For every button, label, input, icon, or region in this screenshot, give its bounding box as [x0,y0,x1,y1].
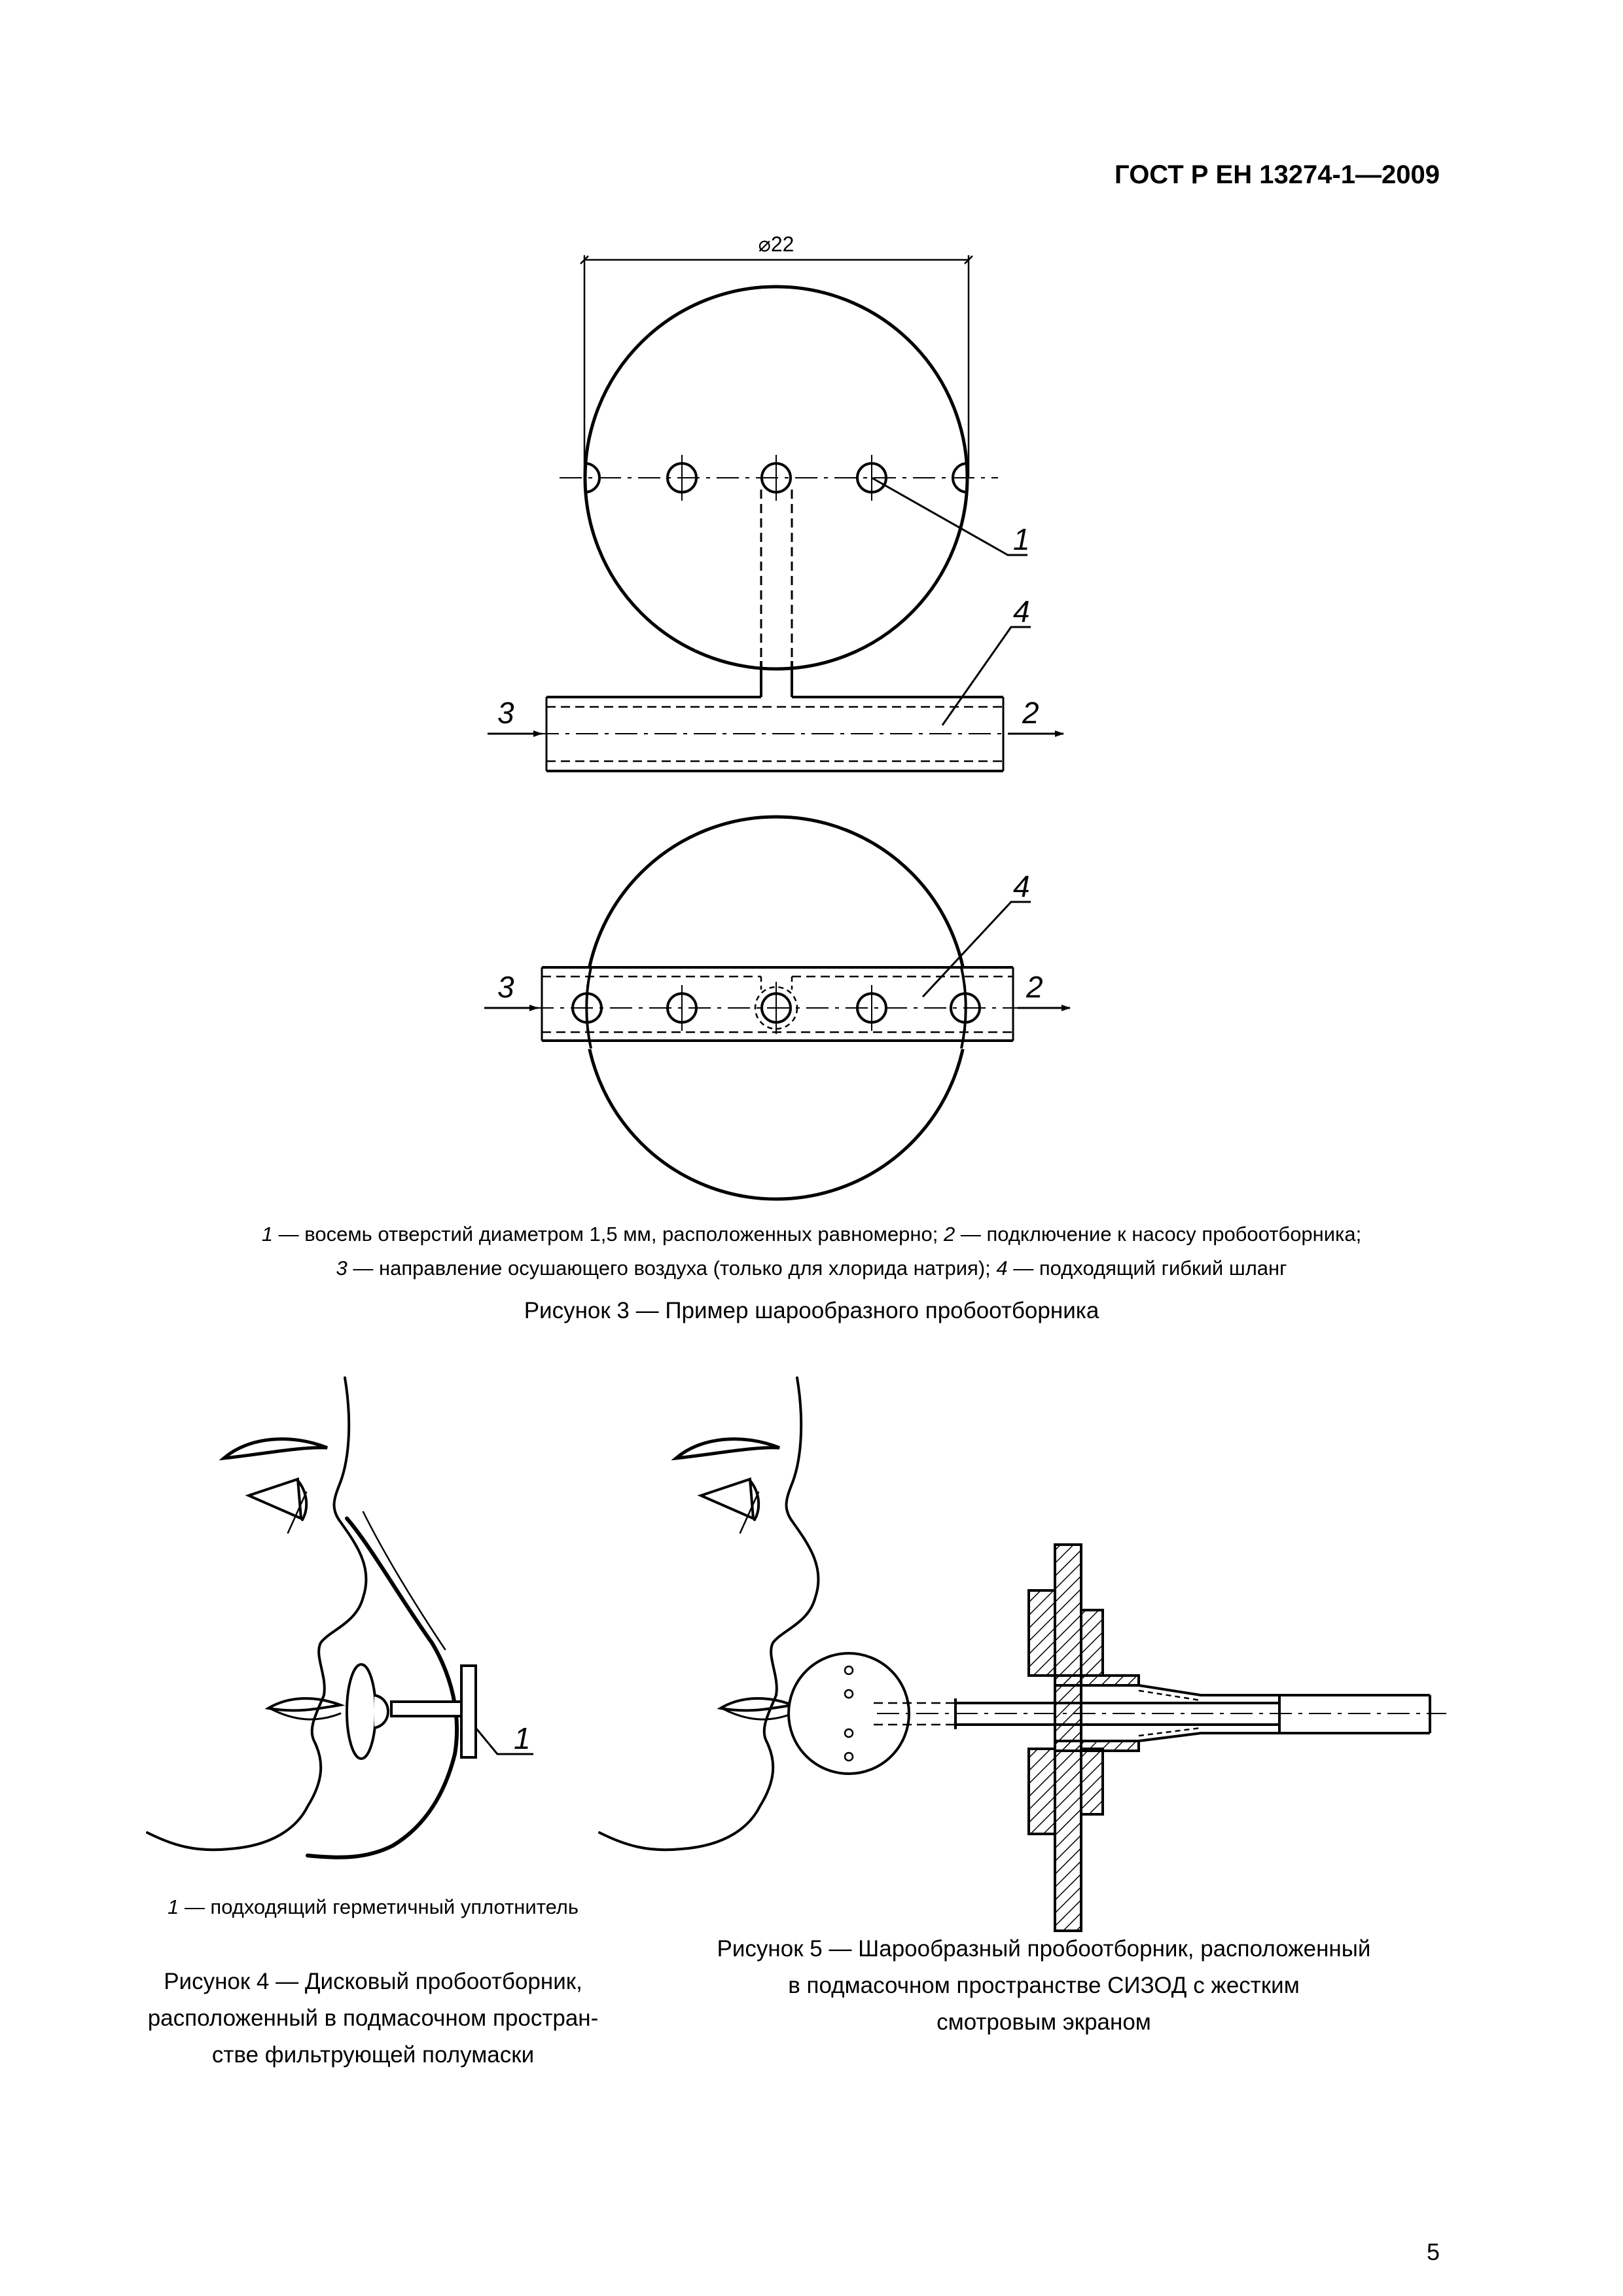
label-2-bottom: 2 [1026,970,1043,1004]
legend-text: — подходящий гибкий шланг [1007,1257,1287,1280]
legend-key: 4 [996,1257,1008,1280]
figure-4-caption [111,1964,635,2073]
caption-line: Рисунок 5 — Шарообразный пробоотборник, расположенный [717,1936,1371,1962]
standard-header: ГОСТ Р ЕН 13274-1—2009 [1115,160,1440,189]
caption-line: расположенный в подмасочном простран- [147,2005,599,2031]
figure-4-legend [118,1890,628,1924]
caption-line: Рисунок 4 — Дисковый пробоотборник, [164,1969,582,1994]
legend-text: — подходящий герметичный уплотнитель [179,1895,579,1918]
rigid-visor [1029,1545,1139,1931]
label-fig4-1: 1 [514,1721,531,1755]
legend-key: 3 [336,1257,348,1280]
figure-5-caption [668,1931,1420,2041]
legend-text: — направление осушающего воздуха (только для хлорида натрия); [347,1257,997,1280]
legend-key: 1 [167,1895,179,1918]
face-profile-fig4 [147,1378,457,1857]
label-4-bottom: 4 [1013,869,1030,903]
legend-text: — восемь отверстий диаметром 1,5 мм, расположенных равномерно; [273,1223,944,1246]
label-4-top: 4 [1013,594,1030,628]
legend-key: 2 [944,1223,955,1246]
legend-key: 1 [261,1223,274,1246]
legend-text: — подключение к насосу пробоотборника; [955,1223,1362,1246]
caption-line: в подмасочном пространстве СИЗОД с жестким [788,1973,1300,1998]
dimension-label: ⌀22 [758,232,794,256]
page-number: 5 [1426,2238,1440,2265]
sampler-tube [874,1685,1446,1741]
face-profile-fig5 [599,1378,819,1850]
label-1: 1 [1013,522,1030,556]
label-3-top: 3 [497,696,514,730]
caption-line: стве фильтрующей полумаски [211,2042,535,2068]
caption-line: смотровым экраном [936,2009,1151,2035]
figure-3-caption: Рисунок 3 — Пример шарообразного пробоотборника [524,1298,1099,1323]
label-3-bottom: 3 [497,970,514,1004]
label-2-top: 2 [1022,696,1039,730]
